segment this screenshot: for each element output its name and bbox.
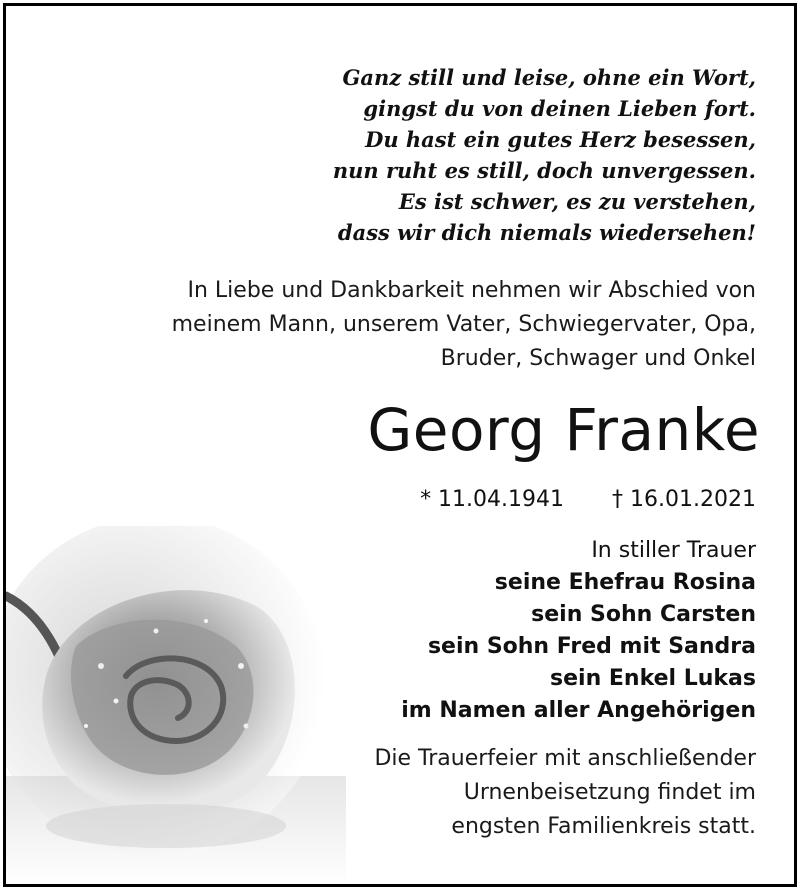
rose-image <box>6 526 346 886</box>
poem-line: nun ruht es still, doch unvergessen. <box>332 158 756 183</box>
mourners-list <box>401 535 756 727</box>
farewell-line: meinem Mann, unserem Vater, Schwiegervater, Opa, <box>171 312 756 337</box>
farewell-line: Bruder, Schwager und Onkel <box>440 346 756 371</box>
farewell-text <box>172 274 756 376</box>
death-date: † 16.01.2021 <box>612 487 756 512</box>
life-dates <box>420 484 756 516</box>
mourner-name: sein Enkel Lukas <box>550 666 756 691</box>
ceremony-line: Urnenbeisetzung findet im <box>463 780 756 805</box>
obituary-frame <box>3 3 797 887</box>
mourner-name: sein Sohn Fred mit Sandra <box>427 634 756 659</box>
mourner-name: seine Ehefrau Rosina <box>494 570 756 595</box>
ceremony-line: Die Trauerfeier mit anschließender <box>374 746 756 771</box>
ceremony-line: engsten Familienkreis statt. <box>451 814 756 839</box>
mourners-heading: In stiller Trauer <box>591 538 756 563</box>
poem-line: Du hast ein gutes Herz besessen, <box>365 127 756 152</box>
mourner-name: im Namen aller Angehörigen <box>401 698 756 723</box>
deceased-name: Georg Franke <box>367 396 760 464</box>
poem-line: gingst du von deinen Lieben fort. <box>363 96 756 121</box>
mourner-name: sein Sohn Carsten <box>531 602 756 627</box>
ceremony-notice <box>374 742 756 844</box>
farewell-line: In Liebe und Dankbarkeit nehmen wir Abschied von <box>187 278 756 303</box>
poem-line: dass wir dich niemals wiedersehen! <box>337 220 756 245</box>
poem <box>333 62 756 248</box>
poem-line: Ganz still und leise, ohne ein Wort, <box>342 65 756 90</box>
poem-line: Es ist schwer, es zu verstehen, <box>398 189 756 214</box>
birth-date: * 11.04.1941 <box>420 487 565 512</box>
